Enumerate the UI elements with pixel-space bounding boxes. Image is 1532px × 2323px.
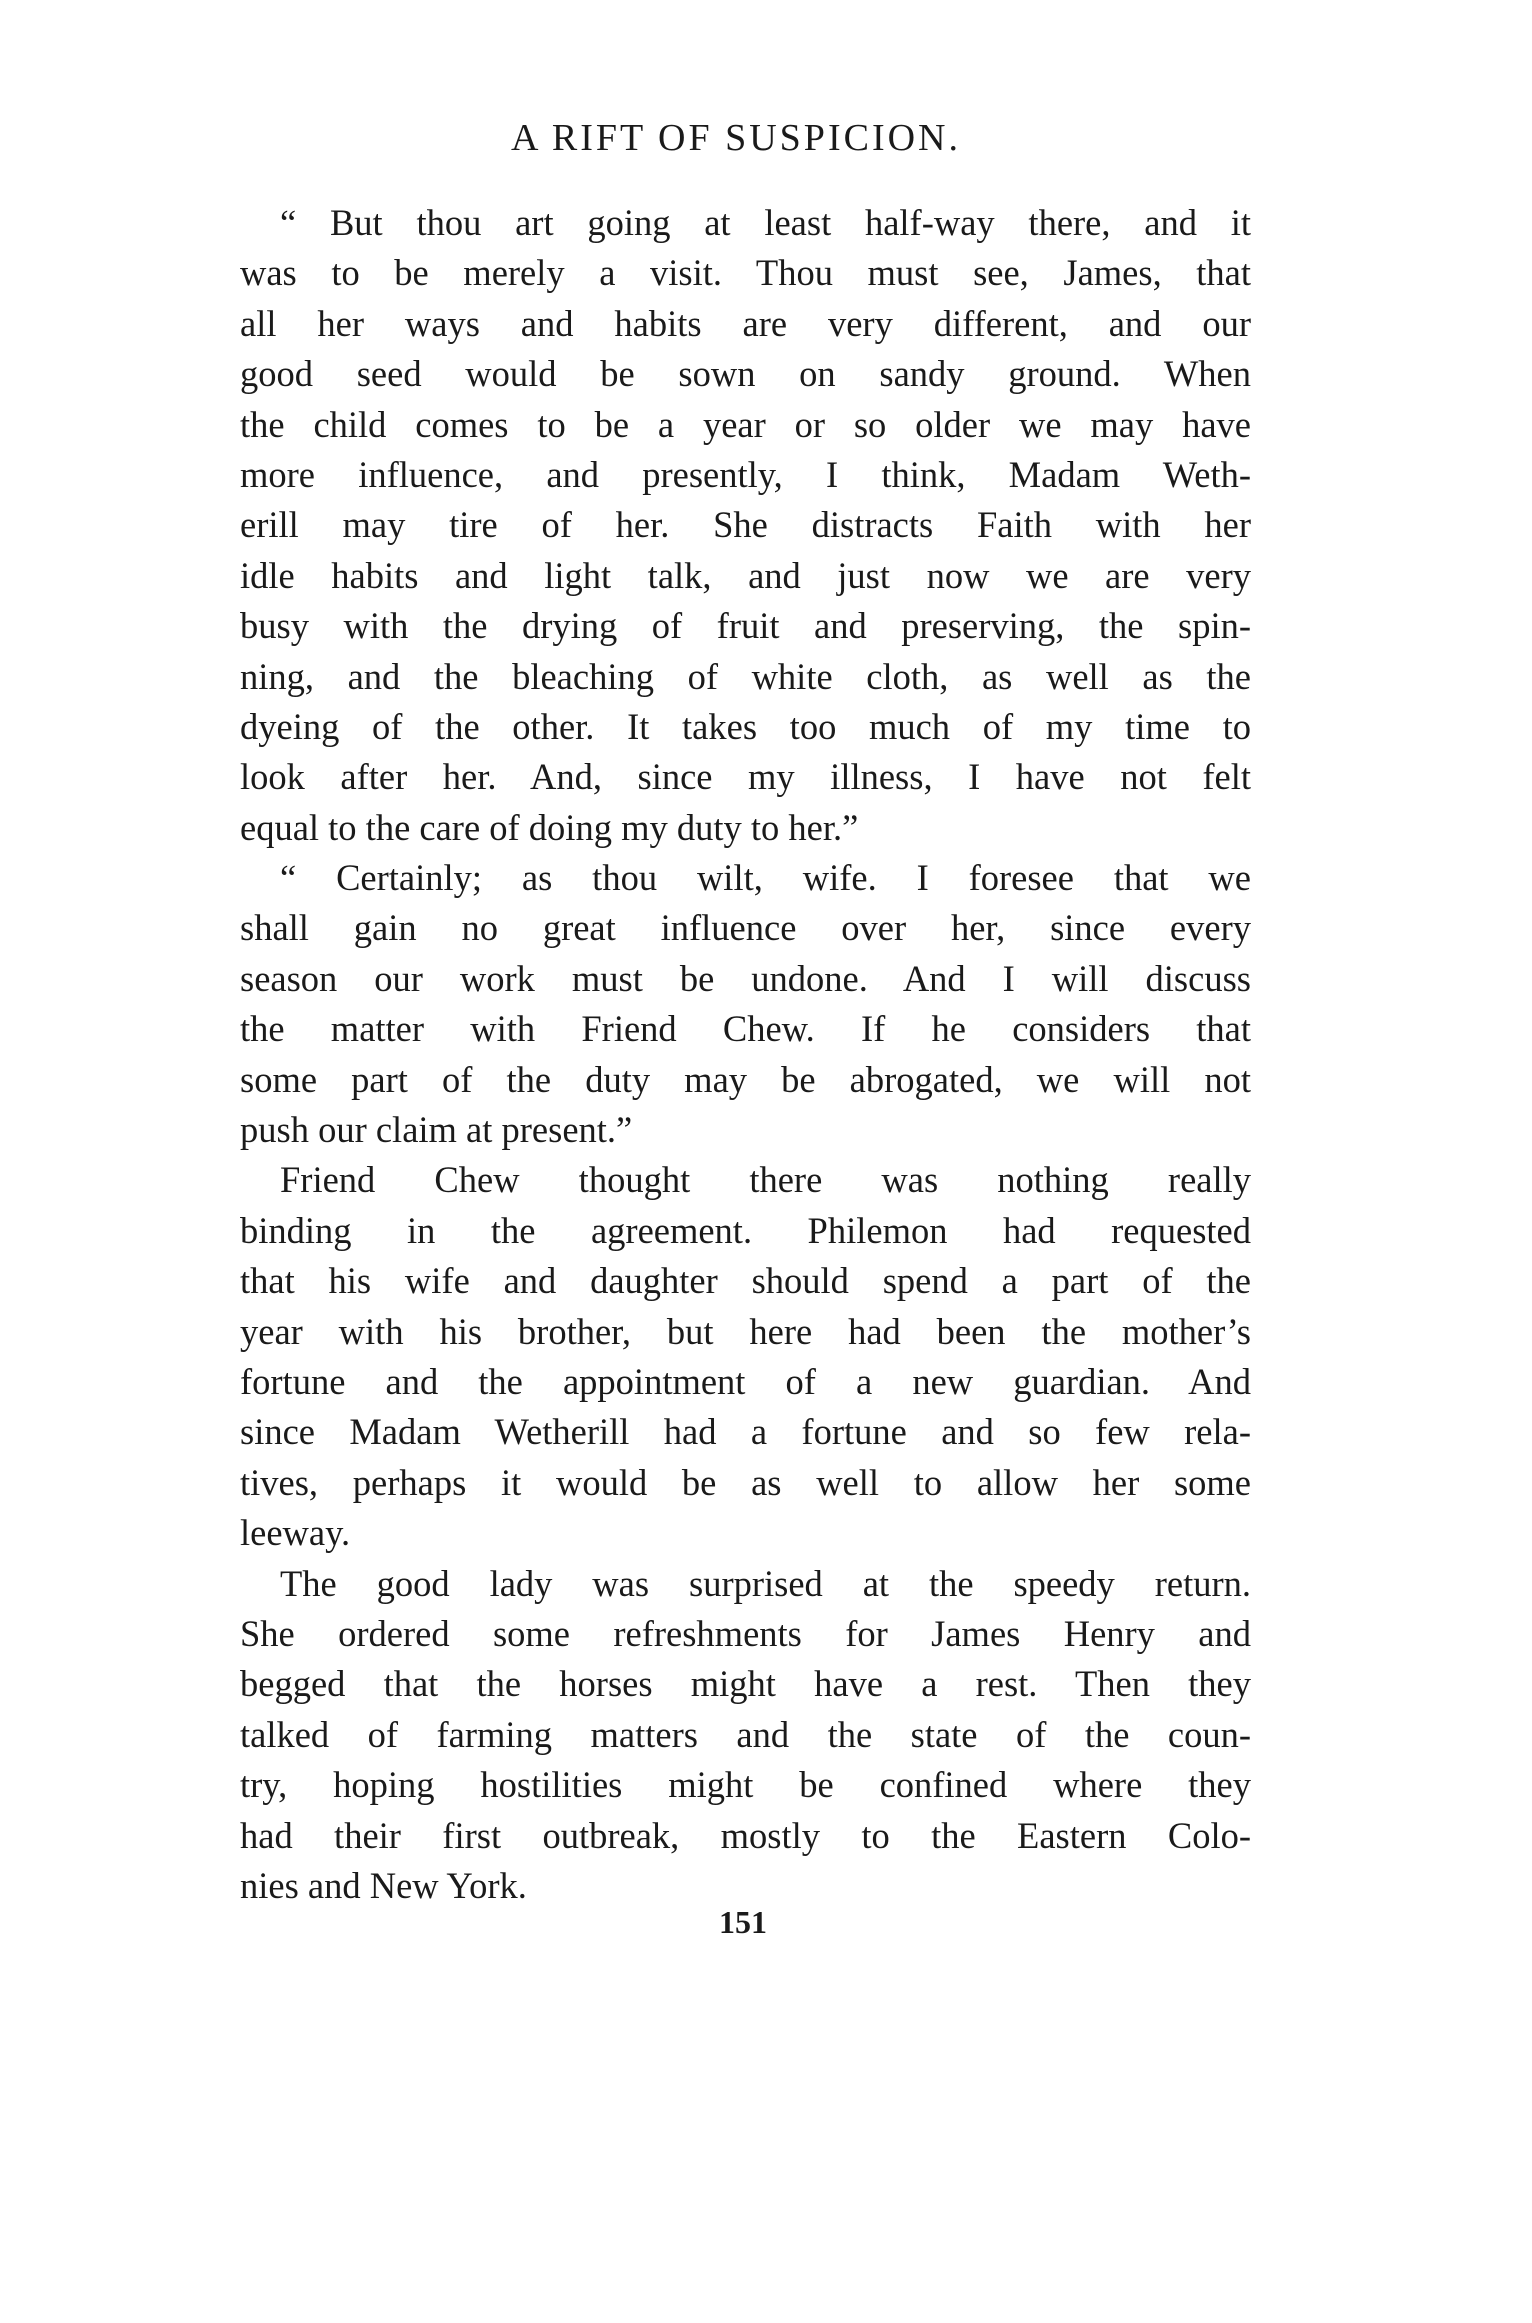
paragraph xyxy=(240,1559,1251,1912)
text-line: erill may tire of her. She distracts Faith with her xyxy=(240,504,1251,546)
paragraph xyxy=(240,1155,1251,1558)
text-line: nies and New York. xyxy=(240,1864,527,1906)
text-line: was to be merely a visit. Thou must see, James, that xyxy=(240,252,1251,294)
text-line: that his wife and daughter should spend a part of the xyxy=(240,1260,1251,1302)
text-line: busy with the drying of fruit and preserving, the spin- xyxy=(240,605,1251,647)
text-line: tives, perhaps it would be as well to allow her some xyxy=(240,1461,1251,1503)
text-line: “ But thou art going at least half-way there, and it xyxy=(280,202,1251,243)
text-line: ning, and the bleaching of white cloth, as well as the xyxy=(240,655,1251,697)
text-line: year with his brother, but here had been the mother’s xyxy=(240,1310,1251,1352)
text-line: leeway. xyxy=(240,1512,351,1554)
text-line: dyeing of the other. It takes too much of my time to xyxy=(240,705,1251,747)
text-line: season our work must be undone. And I will discuss xyxy=(240,957,1251,999)
text-line: shall gain no great influence over her, since every xyxy=(240,907,1251,949)
text-line: had their first outbreak, mostly to the Eastern Colo- xyxy=(240,1814,1251,1856)
text-line: Friend Chew thought there was nothing really xyxy=(280,1159,1251,1201)
text-line: more influence, and presently, I think, Madam Weth- xyxy=(240,453,1251,495)
text-line: the matter with Friend Chew. If he considers that xyxy=(240,1008,1251,1050)
text-line: begged that the horses might have a rest. Then they xyxy=(240,1663,1251,1705)
text-line: since Madam Wetherill had a fortune and so few rela- xyxy=(240,1411,1251,1453)
text-line: “ Certainly; as thou wilt, wife. I foresee that we xyxy=(280,857,1251,899)
text-line: try, hoping hostilities might be confined where they xyxy=(240,1764,1251,1806)
paragraph xyxy=(240,853,1251,1155)
text-line: good seed would be sown on sandy ground. When xyxy=(240,353,1251,395)
text-line: talked of farming matters and the state of the coun- xyxy=(240,1713,1251,1755)
text-line: The good lady was surprised at the speedy return. xyxy=(280,1562,1251,1604)
text-line: the child comes to be a year or so older we may have xyxy=(240,403,1251,445)
running-head-title: A RIFT OF SUSPICION. xyxy=(511,117,961,159)
paragraph xyxy=(240,198,1251,853)
text-line: look after her. And, since my illness, I have not felt xyxy=(240,756,1251,798)
text-line: fortune and the appointment of a new guardian. And xyxy=(240,1360,1251,1402)
running-head xyxy=(0,118,1532,158)
text-line: idle habits and light talk, and just now we are very xyxy=(240,554,1251,596)
text-line: She ordered some refreshments for James Henry and xyxy=(240,1612,1251,1654)
page-number-text: 151 xyxy=(719,1904,767,1940)
text-line: binding in the agreement. Philemon had requested xyxy=(240,1209,1251,1251)
body-text xyxy=(240,198,1251,1911)
text-line: push our claim at present.” xyxy=(240,1109,633,1151)
page-number xyxy=(0,1902,1532,1942)
text-line: some part of the duty may be abrogated, we will not xyxy=(240,1058,1251,1100)
text-line: all her ways and habits are very different, and our xyxy=(240,302,1251,344)
text-line: equal to the care of doing my duty to her.” xyxy=(240,806,859,848)
